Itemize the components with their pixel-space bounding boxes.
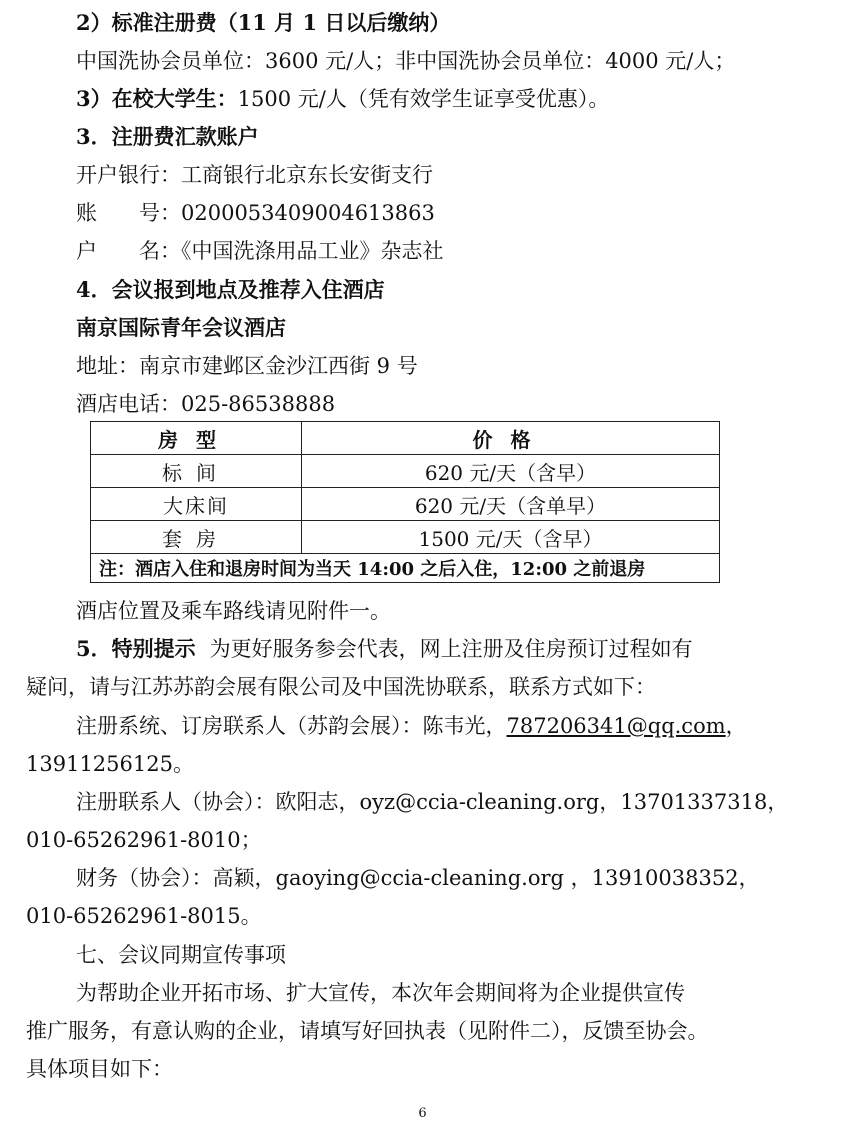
contact-1-email-link[interactable]: 787206341@qq.com [506,714,726,738]
contact-1-phone: 13911256125。 [26,752,194,776]
hotel-name: 南京国际青年会议酒店 [76,315,286,340]
promo-paragraph-1: 为帮助企业开拓市场、扩大宣传，本次年会期间将为企业提供宣传 [76,981,685,1005]
contact-2-line-2: 010-65262961-8010； [26,828,262,852]
account-number-value: 0200053409004613863 [181,201,435,225]
room-type-cell: 标间 [91,455,302,488]
room-price-cell: 620 元/天（含早） [302,455,720,488]
hotel-phone: 酒店电话：025-86538888 [76,392,336,416]
contact-1-pre: 注册系统、订房联系人（苏韵会展）：陈韦光， [76,714,507,738]
promo-paragraph-3: 具体项目如下： [26,1057,173,1081]
fee-member-line: 中国洗协会员单位：3600 元/人；非中国洗协会员单位：4000 元/人； [76,49,736,73]
room-price-cell: 1500 元/天（含早） [302,521,720,554]
promo-heading: 七、会议同期宣传事项 [76,943,286,967]
account-bank: 开户银行：工商银行北京东长安街支行 [76,163,433,187]
fee-heading: 2）标准注册费（11 月 1 日以后缴纳） [76,10,451,35]
account-name-label: 户 名： [76,239,181,263]
room-type-cell: 大床间 [91,488,302,521]
promo-paragraph-2: 推广服务，有意认购的企业，请填写好回执表（见附件二），反馈至协会。 [26,1019,709,1043]
table-row [91,455,720,488]
room-price-cell: 620 元/天（含单早） [302,488,720,521]
account-heading: 3．注册费汇款账户 [76,124,259,149]
student-text: 1500 元/人（凭有效学生证享受优惠）。 [237,87,610,111]
header-room-type: 房型 [91,422,302,455]
tips-heading: 5．特别提示 [76,636,196,661]
tips-intro-2: 疑问，请与江苏苏韵会展有限公司及中国洗协联系，联系方式如下： [26,675,656,699]
account-name-value: 《中国洗涤用品工业》杂志社 [181,239,444,263]
contact-3-line-1: 财务（协会）：高颖，gaoying@ccia-cleaning.org ，13910038352， [76,866,760,890]
table-note-row [91,554,720,583]
contact-3-line-2: 010-65262961-8015。 [26,904,262,928]
student-label: 3）在校大学生： [76,86,238,111]
account-number-label: 账 号： [76,201,181,225]
tips-line-1 [76,635,693,663]
room-price-table [90,421,720,583]
contact-2-line-1: 注册联系人（协会）：欧阳志，oyz@ccia-cleaning.org，13701337318， [76,790,789,814]
hotel-heading: 4．会议报到地点及推荐入住酒店 [76,277,385,302]
table-row [91,521,720,554]
table-header-row [91,422,720,455]
contact-1-comma: ， [725,714,747,738]
hotel-address: 地址：南京市建邺区金沙江西街 9 号 [76,354,418,378]
hotel-route: 酒店位置及乘车路线请见附件一。 [76,599,391,623]
fee-student-line [76,85,609,113]
tips-intro-1: 为更好服务参会代表，网上注册及住房预订过程如有 [209,637,693,661]
account-name [76,237,444,265]
table-row [91,488,720,521]
room-type-cell: 套房 [91,521,302,554]
page-number: 6 [418,1106,427,1121]
table-note: 注：酒店入住和退房时间为当天 14:00 之后入住，12:00 之前退房 [91,554,720,583]
header-price: 价格 [302,422,720,455]
account-number [76,199,435,227]
contact-1-line [76,712,747,740]
